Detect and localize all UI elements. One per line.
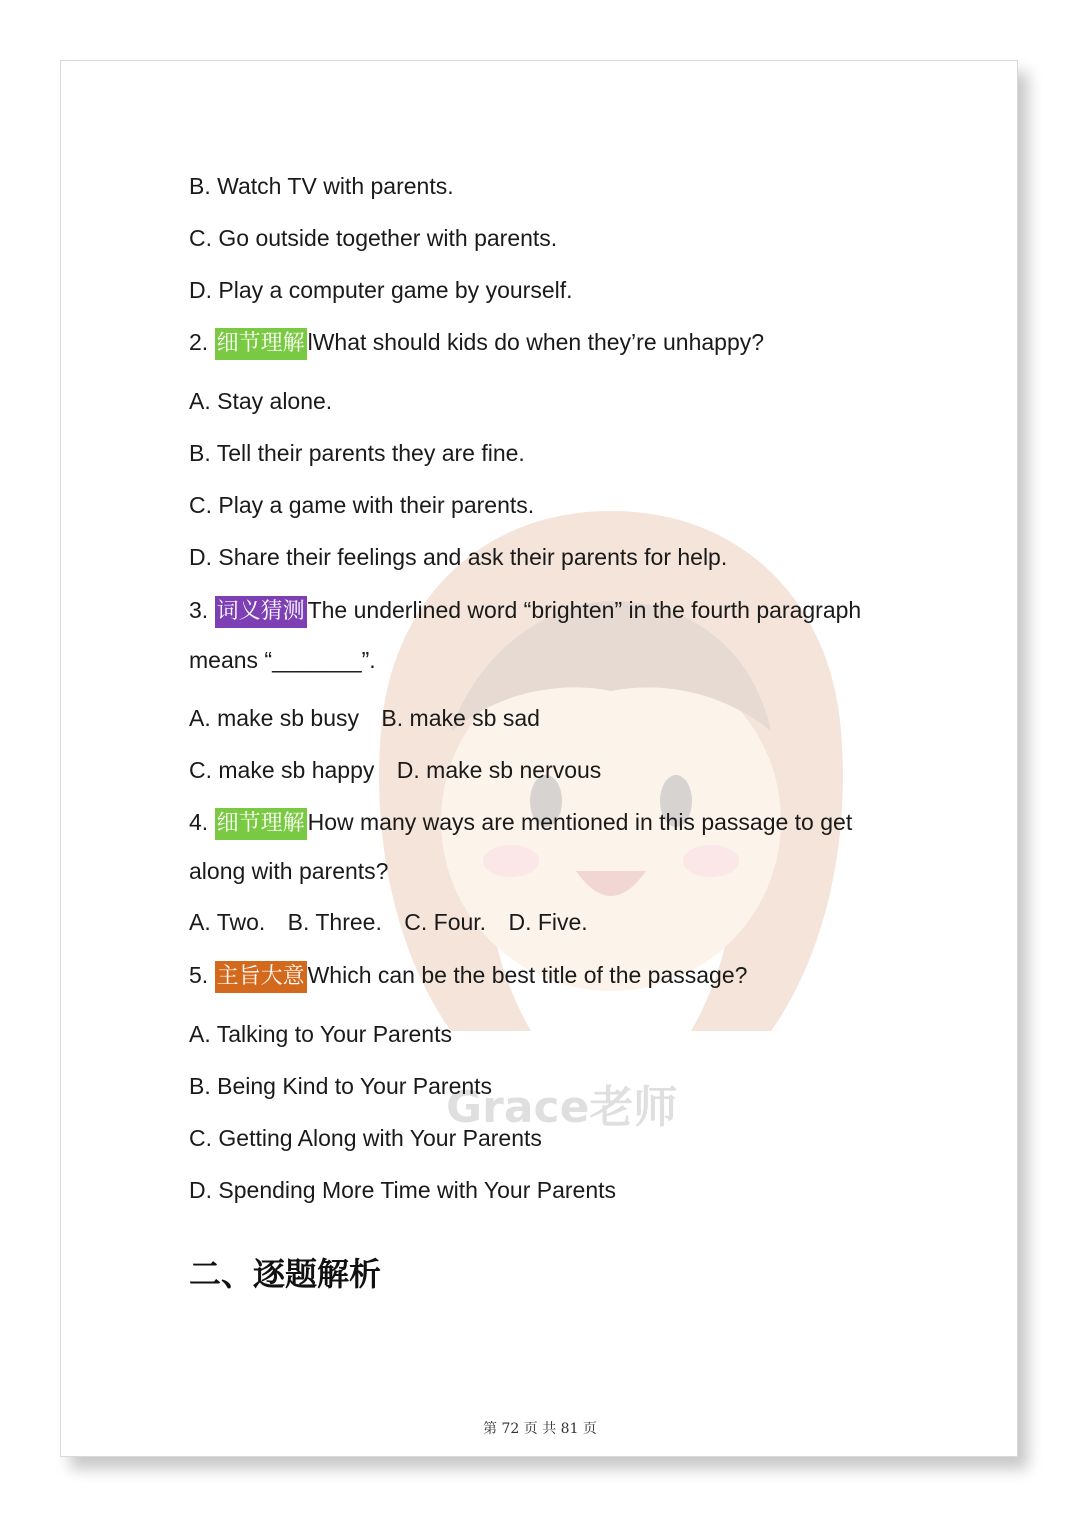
q4-option-a: A. Two.: [189, 909, 266, 935]
q5-stem: [189, 960, 747, 993]
q3-number: 3.: [189, 597, 209, 623]
q3-options-row-1: [189, 703, 540, 733]
q5-option-a: A. Talking to Your Parents: [189, 1021, 452, 1047]
q4-option-d: D. Five.: [508, 909, 588, 935]
q4-options-row: [189, 907, 588, 937]
q2-number: 2.: [189, 329, 209, 355]
q5-option-d: D. Spending More Time with Your Parents: [189, 1177, 617, 1203]
q2-option-c: C. Play a game with their parents.: [189, 492, 535, 518]
q4-number: 4.: [189, 809, 209, 835]
q1-option-d: D. Play a computer game by yourself.: [189, 277, 573, 303]
q5-tag-badge: 主旨大意: [215, 961, 307, 993]
q4-stem: [189, 807, 852, 840]
q3-option-c: C. make sb happy: [189, 757, 375, 783]
q5-number: 5.: [189, 962, 209, 988]
q4-option-b: B. Three.: [287, 909, 382, 935]
watermark-text: Grace老师: [446, 1082, 678, 1133]
q3-options-row-2: [189, 755, 601, 785]
q5-option-b: B. Being Kind to Your Parents: [189, 1073, 493, 1099]
q5-question-text: Which can be the best title of the passage?: [307, 962, 748, 988]
q4-question-text-continued: along with parents?: [189, 858, 389, 884]
q3-question-text: The underlined word “brighten” in the fourth paragraph: [307, 597, 862, 623]
q3-stem: [189, 595, 861, 628]
q2-option-d: D. Share their feelings and ask their parents for help.: [189, 544, 728, 570]
document-page: [60, 60, 1018, 1457]
q4-option-c: C. Four.: [404, 909, 487, 935]
q5-option-c: C. Getting Along with Your Parents: [189, 1125, 542, 1151]
q2-tag-badge: 细节理解: [215, 328, 307, 360]
section-heading: 二、逐题解析: [189, 1255, 382, 1293]
q4-question-text: How many ways are mentioned in this passage to get: [307, 809, 853, 835]
page-footer: 第 72 页 共 81 页: [483, 1421, 597, 1437]
q3-option-a: A. make sb busy: [189, 705, 360, 731]
q1-option-c: C. Go outside together with parents.: [189, 225, 558, 251]
q2-option-b: B. Tell their parents they are fine.: [189, 440, 525, 466]
q3-option-d: D. make sb nervous: [396, 757, 602, 783]
q4-tag-badge: 细节理解: [215, 808, 307, 840]
q3-option-b: B. make sb sad: [381, 705, 540, 731]
q1-option-b: B. Watch TV with parents.: [189, 173, 454, 199]
q2-stem: [189, 327, 764, 360]
q3-tag-badge: 词义猜测: [215, 596, 307, 628]
q3-question-text-continued: means “_______”.: [189, 647, 376, 673]
q2-option-a: A. Stay alone.: [189, 388, 333, 414]
q2-question-text: lWhat should kids do when they’re unhappy?: [307, 329, 765, 355]
